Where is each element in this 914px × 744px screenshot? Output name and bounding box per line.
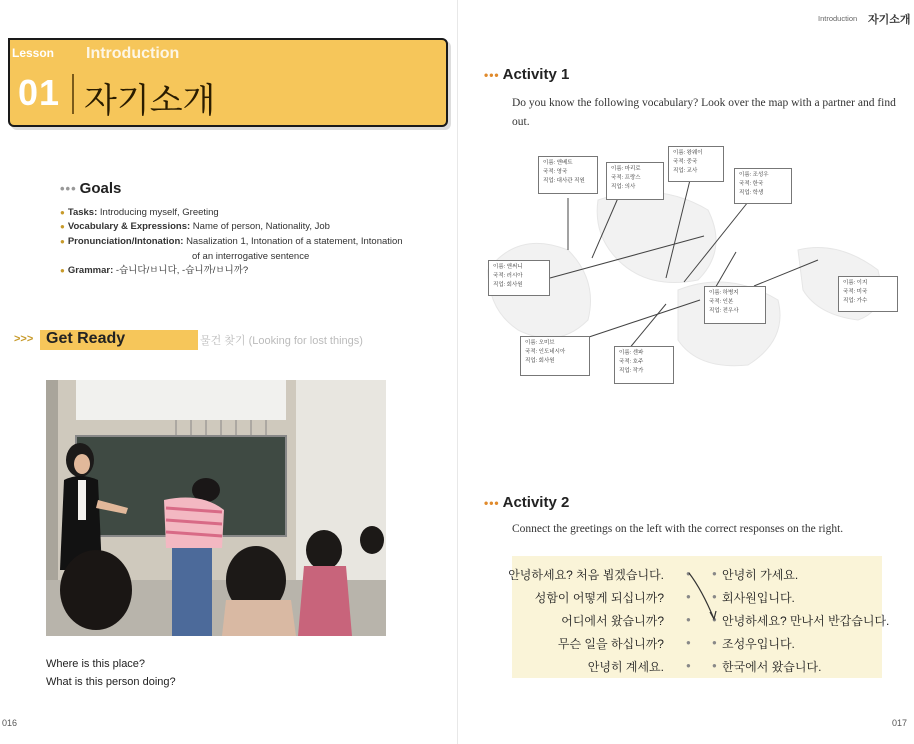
greeting-right[interactable] [722, 589, 795, 606]
greeting-right[interactable] [722, 566, 798, 583]
heading-dots-icon: ••• [484, 68, 500, 82]
person-card [606, 162, 664, 200]
greeting-left-text: 무슨 일을 하십니까? [557, 637, 664, 651]
card-line: 직업: 대사관 직원 [543, 178, 585, 184]
card-line: 국적: 러시아 [493, 273, 523, 279]
card-line: 이름: 이지 [843, 280, 868, 286]
greeting-left-text: 어디에서 왔습니까? [561, 614, 664, 628]
greeting-left[interactable] [492, 635, 664, 652]
goal-text: Nasalization 1, Intonation of a statement, Intonation [186, 236, 403, 247]
bullet-icon: ● [60, 237, 65, 246]
person-card [520, 336, 590, 376]
person-card [538, 156, 598, 194]
card-line: 직업: 회사원 [493, 282, 523, 288]
greeting-right[interactable] [722, 635, 795, 652]
card-line: 직업: 전우사 [709, 308, 739, 314]
lesson-label: Lesson [12, 46, 55, 60]
card-line: 직업: 작가 [619, 368, 644, 374]
running-header-ko: 자기소개 [868, 14, 911, 26]
greeting-right-text: 회사원입니다. [722, 591, 795, 605]
card-line: 국적: 한국 [739, 181, 764, 187]
goal-text: Introducing myself, Greeting [99, 207, 219, 218]
greeting-left-text: 안녕하세요? 처음 뵙겠습니다. [508, 568, 664, 582]
activity-2-heading-text: Activity 2 [502, 494, 570, 511]
lesson-title-en: Introduction [86, 45, 180, 62]
card-line: 이름: 마리로 [611, 166, 641, 172]
classroom-photo [46, 380, 386, 636]
classroom-photo-drawing [46, 380, 386, 636]
card-line: 국적: 미국 [843, 289, 868, 295]
greeting-right-text: 한국에서 왔습니다. [722, 660, 822, 674]
goal-continuation: of an interrogative sentence [192, 251, 310, 262]
activity-1-heading [484, 66, 569, 83]
goal-label: Grammar: [67, 265, 114, 276]
lesson-number: 01 [18, 72, 61, 113]
goal-item [60, 235, 403, 248]
person-card [734, 168, 792, 204]
goal-item [60, 206, 219, 219]
greeting-right-text: 안녕히 가세요. [722, 568, 799, 582]
card-line: 국적: 중국 [673, 159, 698, 165]
card-line: 직업: 의사 [611, 184, 636, 190]
goal-text: -습니다/ㅂ니다, -습니까/ㅂ니까? [115, 265, 249, 276]
card-line: 이름: 센파 [619, 350, 644, 356]
heading-dots-icon: ••• [60, 181, 77, 196]
card-line: 국적: 프랑스 [611, 175, 641, 181]
card-line: 이름: 오미브 [525, 340, 555, 346]
lesson-banner [8, 38, 448, 127]
goal-text: Name of person, Nationality, Job [192, 221, 330, 232]
connector-dot-icon[interactable]: ● [712, 615, 717, 624]
bullet-icon: ● [60, 222, 65, 231]
activity-1-heading-text: Activity 1 [502, 66, 570, 83]
activity-1-instruction: Do you know the following vocabulary? Look over the map with a partner and find out. [512, 97, 896, 128]
greeting-left-text: 안녕히 계세요. [587, 660, 664, 674]
goals-heading [60, 180, 121, 197]
get-ready-heading: Get Ready [46, 330, 126, 347]
person-card [668, 146, 724, 182]
page-number-right: 017 [892, 718, 908, 728]
goals-heading-text: Goals [79, 180, 122, 197]
greeting-left[interactable] [492, 589, 664, 606]
card-line: 직업: 가수 [843, 298, 868, 304]
card-line: 이름: 왕웨이 [673, 150, 703, 156]
question-1: Where is this place? [46, 658, 146, 670]
card-line: 이름: 조성우 [739, 172, 769, 178]
card-line: 국적: 인본 [709, 299, 734, 305]
bullet-icon: ● [60, 208, 65, 217]
card-line: 이름: 앤베트 [543, 160, 573, 166]
connector-dot-icon[interactable]: ● [712, 661, 717, 670]
goal-item [60, 220, 330, 233]
card-line: 직업: 학생 [739, 190, 764, 196]
person-card [614, 346, 674, 384]
goal-item [60, 264, 248, 277]
greeting-left[interactable] [492, 612, 664, 629]
goal-label: Vocabulary & Expressions: [67, 221, 191, 232]
greeting-right-text: 안녕하세요? 만나서 반갑습니다. [722, 614, 890, 628]
card-line: 직업: 회사원 [525, 358, 555, 364]
connector-dot-icon[interactable]: ● [686, 569, 691, 578]
card-line: 국적: 인도네시아 [525, 349, 566, 355]
greeting-right-text: 조성우입니다. [722, 637, 795, 651]
bleed-through-text: 물건 찾기 (Looking for lost things) [200, 335, 363, 347]
arrows-icon: >>> [14, 333, 34, 345]
connector-dot-icon[interactable]: ● [712, 592, 717, 601]
greeting-left[interactable] [492, 566, 664, 583]
connector-dot-icon[interactable]: ● [686, 661, 691, 670]
greeting-left[interactable] [492, 658, 664, 675]
goal-label: Pronunciation/Intonation: [67, 236, 184, 247]
goal-label: Tasks: [67, 207, 98, 218]
question-2: What is this person doing? [46, 676, 176, 688]
connector-dot-icon[interactable]: ● [712, 638, 717, 647]
connector-dot-icon[interactable]: ● [686, 592, 691, 601]
person-card [704, 286, 766, 324]
running-header-en: Introduction [818, 14, 858, 23]
activity-2-heading [484, 494, 569, 511]
activity-2-instruction: Connect the greetings on the left with the correct responses on the right. [512, 523, 844, 535]
person-card [488, 260, 550, 296]
bullet-icon: ● [60, 266, 65, 275]
card-line: 이름: 하병지 [709, 290, 739, 296]
heading-dots-icon: ••• [484, 496, 500, 510]
greeting-right[interactable] [722, 612, 889, 629]
card-line: 직업: 교사 [673, 168, 698, 174]
card-line: 이름: 앤써니 [493, 264, 523, 270]
greeting-right[interactable] [722, 658, 821, 675]
card-line: 국적: 영국 [543, 169, 568, 175]
page-spine [457, 0, 458, 744]
connector-dot-icon[interactable]: ● [686, 615, 691, 624]
card-line: 국적: 호주 [619, 359, 644, 365]
page-number-left: 016 [2, 718, 18, 728]
connector-dot-icon[interactable]: ● [712, 569, 717, 578]
lesson-divider [72, 74, 74, 114]
greeting-left-text: 성함이 어떻게 되십니까? [534, 591, 664, 605]
lesson-title-ko: 자기소개 [84, 82, 216, 120]
connector-dot-icon[interactable]: ● [686, 638, 691, 647]
person-card [838, 276, 898, 312]
